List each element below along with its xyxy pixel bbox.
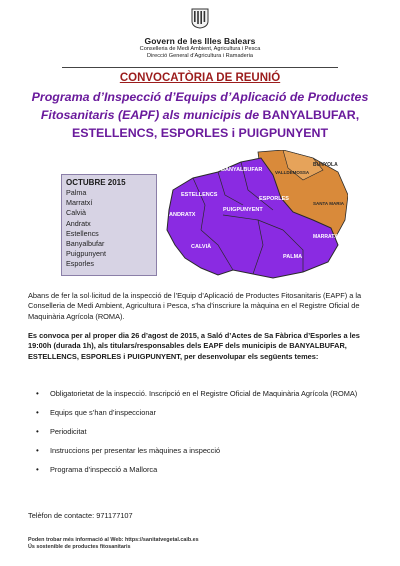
schedule-item: Esporles	[66, 259, 94, 269]
document-title: CONVOCATÒRIA DE REUNIÓ	[119, 72, 281, 84]
subtitle-line-1: Programa d’Inspecció d’Equips d’Aplicació de Productes	[31, 90, 369, 104]
map-label: VALLDEMOSSA	[275, 170, 310, 175]
schedule-item: Andratx	[66, 218, 91, 228]
subtitle-line-2-municipality: BANYALBUFAR,	[259, 108, 360, 122]
list-item	[36, 426, 366, 437]
topic-text: Periodicitat	[50, 427, 87, 436]
list-item	[36, 388, 366, 399]
list-item	[36, 464, 366, 475]
map-label: BANYALBUFAR	[221, 167, 263, 173]
topics-list	[36, 388, 366, 483]
bullet-icon: •	[36, 408, 39, 417]
schedule-item: Calvià	[66, 208, 86, 218]
map-label: ESTELLENCS	[181, 192, 218, 198]
bullet-icon: •	[36, 389, 39, 398]
conselleria-name: Conselleria de Medi Ambient, Agricultura i Pesca	[139, 46, 261, 52]
intro-paragraph: Abans de fer la sol·licitud de la inspecció de l’Equip d’Aplicació de Productes Fitosanitaris (EAPF) a la Conselleria de Medi Ambient, Agricultura i Pesca, s’ha d’inscriure la màquina en el Registre Oficial de Maquinària Agrícola (ROMA).	[28, 291, 362, 321]
map-label: ESPORLES	[259, 196, 289, 202]
map-label: SANTA MARIA	[313, 201, 344, 206]
coat-of-arms-icon	[191, 8, 209, 29]
schedule-item: Banyalbufar	[66, 239, 105, 249]
map-label: BUNYOLA	[313, 162, 338, 168]
footer-tagline: Ús sostenible de productes fitosanitaris	[28, 544, 131, 550]
topic-text: Programa d’inspecció a Mallorca	[50, 465, 158, 474]
map-label: ANDRATX	[169, 212, 196, 218]
topic-text: Equips que s’han d’inspeccionar	[50, 408, 157, 417]
convocation-paragraph: Es convoca per al proper dia 26 d’agost de 2015, a Saló d’Actes de Sa Fàbrica d’Esporles a les 19:00h (durada 1h), als titulars/responsables dels EAPF dels municipis de BANYALBUFAR, ESTELLENCS, ESPORLES i PUIGPUNYENT, per desenvolupar els següents temes:	[28, 331, 360, 361]
document-subtitle	[8, 88, 392, 142]
contact-phone: Telèfon de contacte: 971177107	[28, 511, 133, 520]
government-name: Govern de les Illes Balears	[144, 36, 256, 46]
subtitle-line-2: Fitosanitaris (EAPF) als municipis de	[40, 108, 260, 122]
header-divider	[62, 67, 338, 68]
map-label: CALVIÀ	[191, 244, 212, 250]
schedule-item: Palma	[66, 188, 87, 197]
direccio-name: Direcció General d’Agricultura i Ramaderia	[146, 53, 253, 59]
schedule-box	[61, 174, 157, 276]
schedule-item: Marratxí	[66, 198, 93, 208]
bullet-icon: •	[36, 465, 39, 474]
bullet-icon: •	[36, 427, 39, 436]
schedule-item: Estellencs	[66, 228, 99, 238]
footer	[28, 537, 199, 551]
map-label: PUIGPUNYENT	[223, 207, 263, 213]
list-item	[36, 445, 366, 456]
map-label: PALMA	[283, 254, 303, 260]
schedule-item: Puigpunyent	[66, 249, 106, 259]
map-label: MARRATXÍ	[313, 234, 340, 240]
subtitle-line-3: ESTELLENCS, ESPORLES i PUIGPUNYENT	[71, 126, 329, 140]
topic-text: Obligatorietat de la inspecció. Inscripció en el Registre Oficial de Maquinària Agrícola (ROMA)	[50, 389, 358, 398]
list-item	[36, 407, 366, 418]
schedule-title: OCTUBRE 2015	[66, 178, 126, 187]
header	[0, 8, 400, 60]
footer-web-info: Poden trobar més informació al Web: https://sanitatvegetal.caib.es	[28, 537, 199, 543]
bullet-icon: •	[36, 446, 39, 455]
municipalities-map	[163, 150, 348, 280]
topic-text: Instruccions per presentar les màquines a inspecció	[50, 446, 221, 455]
